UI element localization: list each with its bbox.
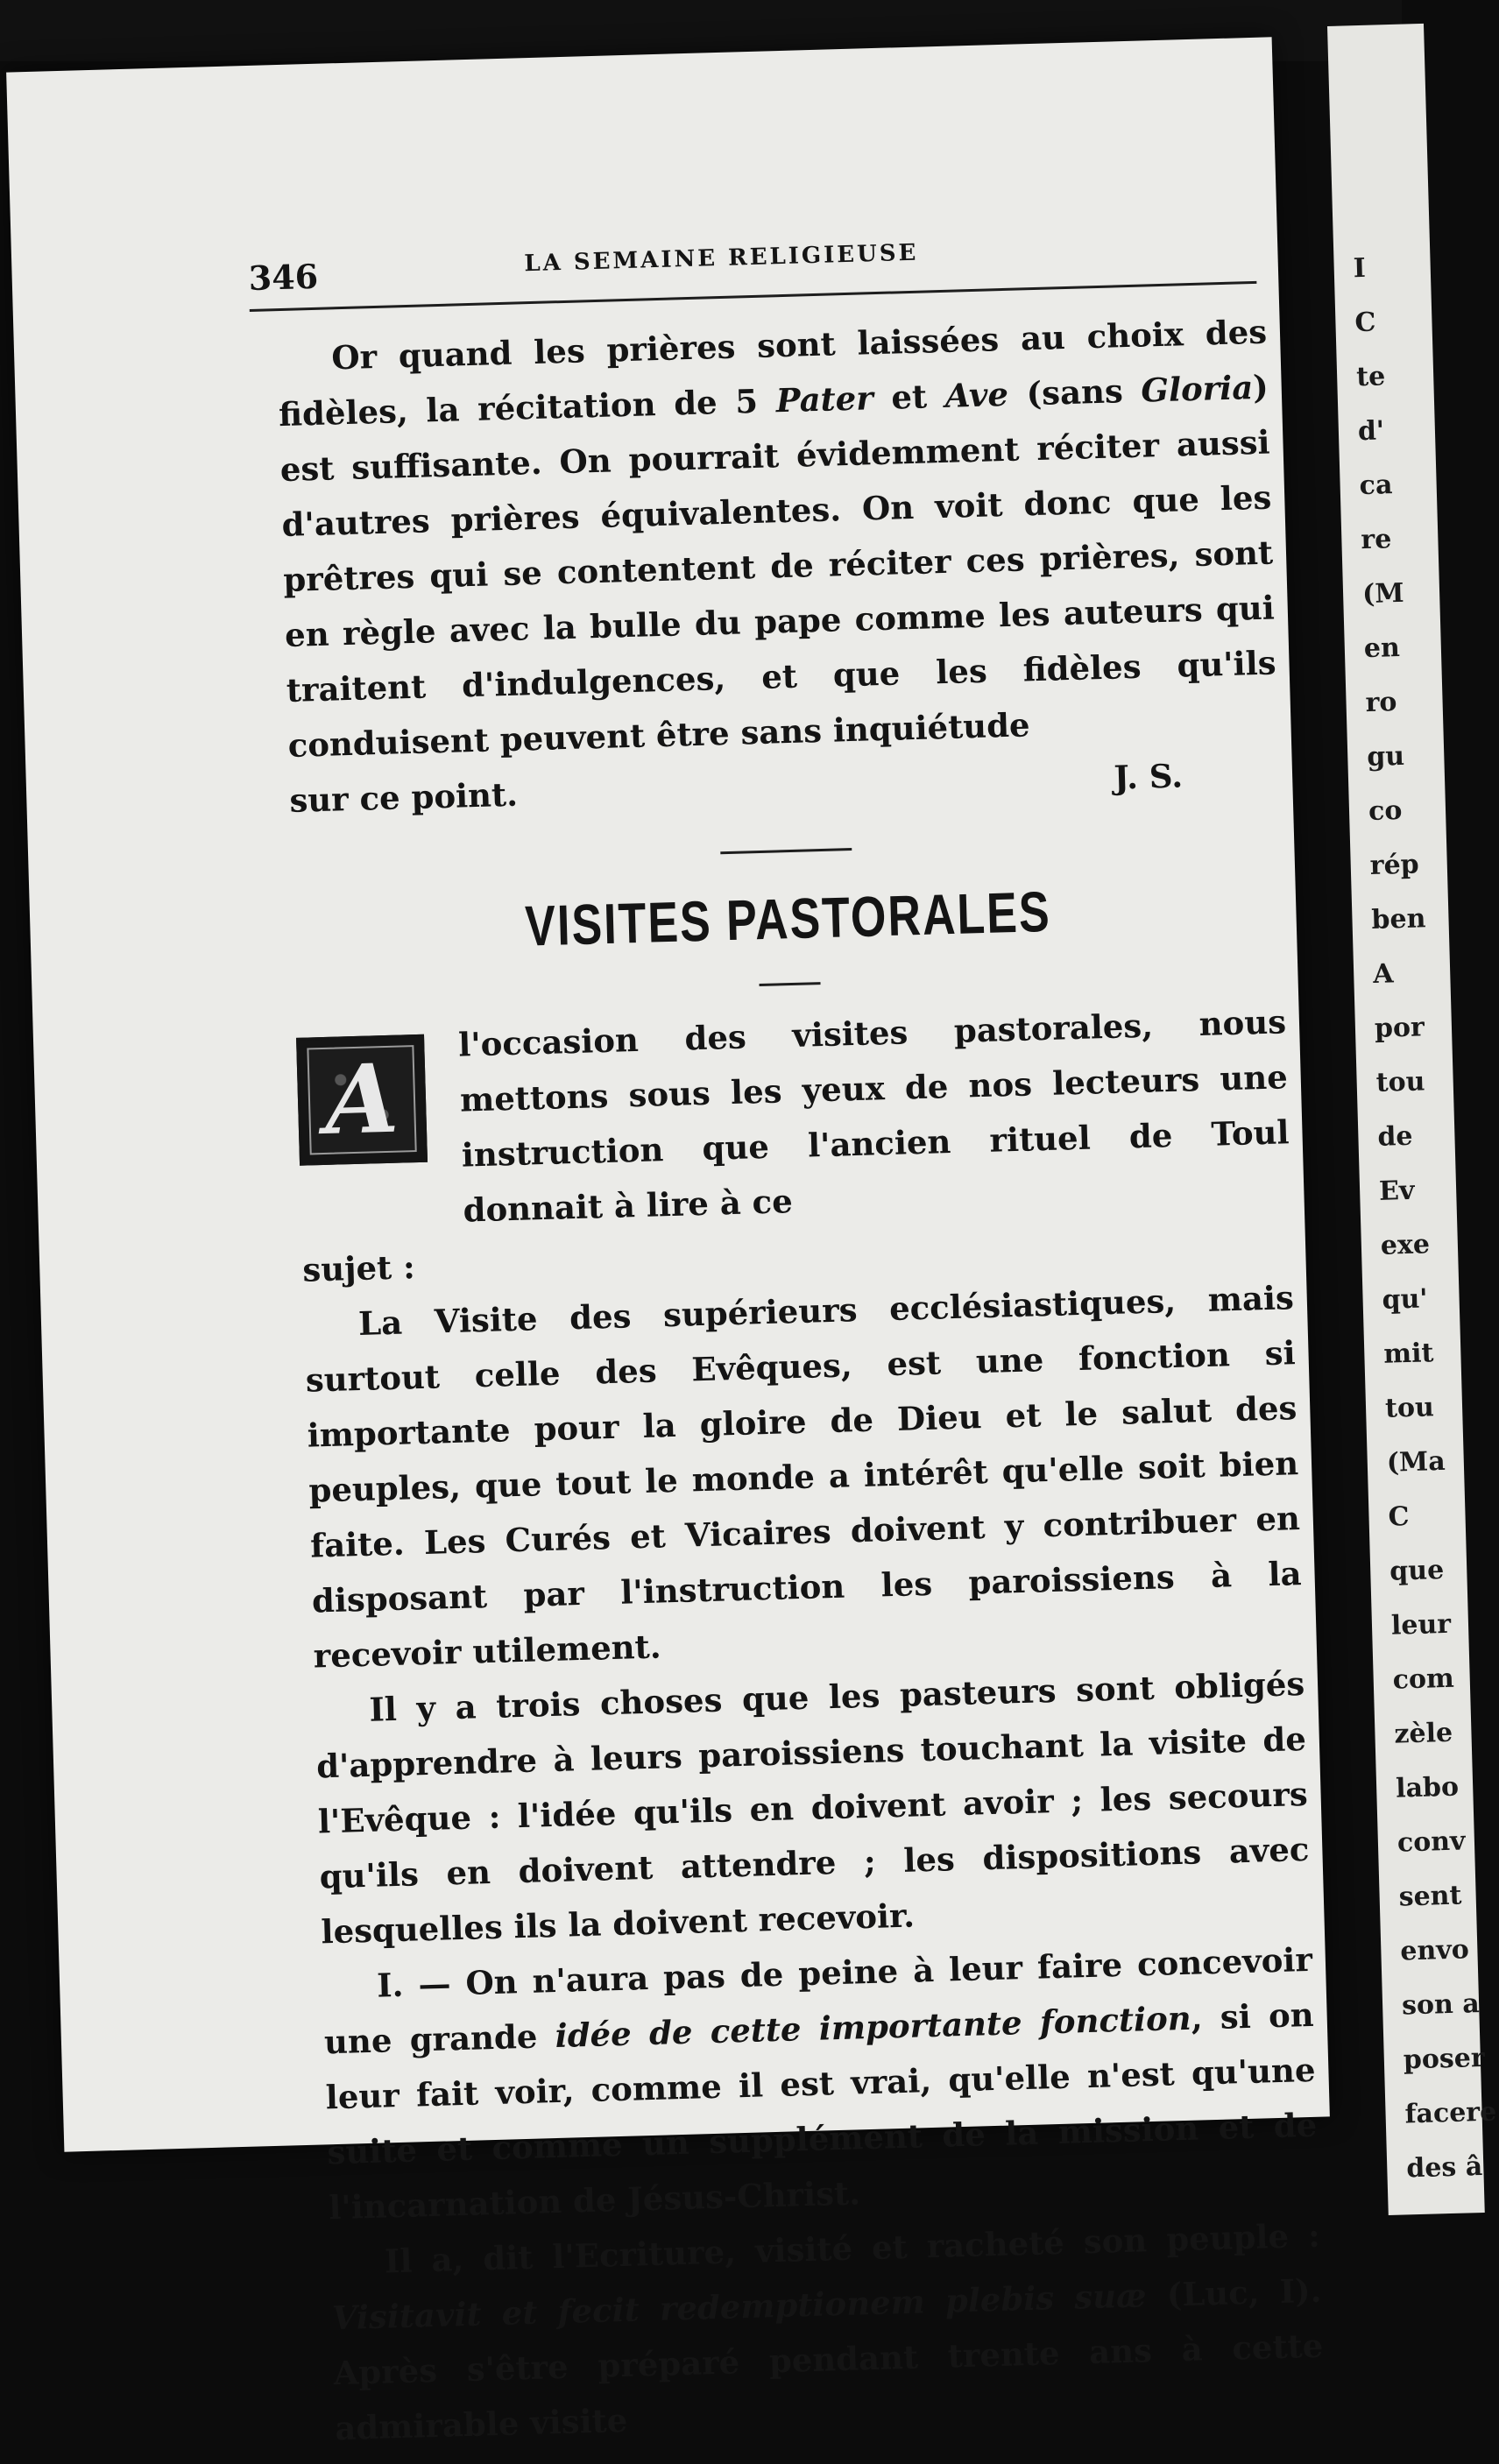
adjacent-line-fragment: tou <box>1384 1392 1435 1424</box>
adjacent-line-fragment: rép <box>1369 849 1420 882</box>
intro-last-line: sur ce point. <box>288 774 519 820</box>
adjacent-line-fragment: zèle <box>1393 1717 1453 1750</box>
title-underline <box>760 982 821 986</box>
header-rule <box>250 281 1257 312</box>
page-body <box>277 305 1326 2457</box>
adjacent-line-fragment: C <box>1388 1501 1410 1533</box>
page-number: 346 <box>248 256 319 298</box>
adjacent-line-fragment: (Ma <box>1386 1445 1446 1479</box>
dropcap-paragraph <box>296 994 1292 1242</box>
adjacent-line-fragment: gu <box>1366 740 1405 773</box>
dropcap-text: l'occasion des visites pastorales, nous mettons sous les yeux de nos lecteurs une instruction que l'ancien rituel de Toul donnait à lire à ce <box>457 1002 1290 1230</box>
ornamental-initial <box>296 1034 428 1166</box>
adjacent-page-fragment <box>1327 24 1497 2215</box>
adjacent-line-fragment: poser <box>1403 2042 1486 2076</box>
adjacent-line-fragment: qu' <box>1382 1283 1429 1316</box>
adjacent-line-fragment: por <box>1374 1012 1425 1044</box>
adjacent-line-fragment: com <box>1392 1663 1455 1696</box>
adjacent-line-fragment: re <box>1360 524 1392 556</box>
running-title: LA SEMAINE RELIGIEUSE <box>523 239 919 278</box>
adjacent-line-fragment: conv <box>1396 1825 1466 1859</box>
paragraph-trois-choses: Il y a trois choses que les pasteurs sont obligés d'apprendre à leurs paroissiens touchant la visite de l'Evêque : l'idée qu'ils en doivent avoir ; les secours qu'ils en doivent attendre ; les dispositions avec lesquelles ils la doivent recevoir. <box>315 1663 1310 1952</box>
adjacent-line-fragment: que <box>1389 1554 1445 1587</box>
section-title: VISITES PASTORALES <box>524 880 1052 959</box>
adjacent-line-fragment: d' <box>1357 415 1385 448</box>
adjacent-line-fragment: ca <box>1359 470 1393 502</box>
adjacent-line-fragment: de <box>1376 1120 1413 1153</box>
intro-paragraph: Or quand les prières sont laissées au choix des fidèles, la récitation de 5 Pater et Ave (sans Gloria) est suffisante. On pourrait évidemment réciter aussi d'autres prières équivalentes. On voit donc que les prêtres qui se contentent de réciter ces prières, sont en règle avec la bulle du pape comme les auteurs qui traitent d'indulgences, et que les fidèles qu'ils conduisent peuvent être sans inquiétude <box>278 312 1277 765</box>
adjacent-line-fragment: C <box>1354 307 1376 339</box>
ornamental-initial-letter: A <box>323 1043 400 1156</box>
adjacent-line-fragment: des â <box>1405 2151 1483 2185</box>
adjacent-line-fragment: A <box>1372 958 1395 990</box>
paragraph-idee: I. — On n'aura pas de peine à leur faire concevoir une grande idée de cette importante fonction, si on leur fait voir, comme il est vrai, qu'elle n'est qu'une suite et comme un supplément de la mission et de l'incarnation de Jésus-Christ. <box>323 1939 1318 2227</box>
adjacent-line-fragment: mit <box>1382 1338 1434 1370</box>
author-signature: J. S. <box>1113 756 1184 797</box>
adjacent-line-fragment: labo <box>1395 1771 1460 1804</box>
paragraph-ecriture: Il a, dit l'Ecriture, visité et racheté son peuple : Visitavit et fecit redemptionem plebis suæ (Luc, I). Après s'être préparé pendant trente ans à cette admirable visite <box>331 2215 1324 2448</box>
adjacent-line-fragment: exe <box>1380 1229 1431 1261</box>
adjacent-line-fragment: leur <box>1390 1608 1452 1641</box>
adjacent-line-fragment: sent <box>1398 1880 1462 1913</box>
page-header <box>247 204 1256 311</box>
adjacent-line-fragment: tou <box>1375 1066 1425 1098</box>
adjacent-line-fragment: I <box>1353 252 1367 285</box>
adjacent-line-fragment: ben <box>1371 903 1426 935</box>
adjacent-line-fragment: ro <box>1365 687 1397 719</box>
adjacent-line-fragment: en <box>1363 632 1401 665</box>
adjacent-line-fragment: son a <box>1401 1988 1481 2022</box>
paragraph-visite: La Visite des supérieurs ecclésiastiques, mais surtout celle des Evêques, est une fonction si importante pour la gloire de Dieu et le salut des peuples, que tout le monde a intérêt qu'elle soit bien faite. Les Curés et Vicaires doivent y contribuer en disposant par l'instruction les paroissiens à la recevoir utilement. <box>305 1278 1303 1676</box>
adjacent-line-fragment: (M <box>1361 577 1405 611</box>
adjacent-line-fragment: envo <box>1399 1934 1470 1967</box>
dropcap-tail: sujet : <box>301 1247 416 1289</box>
adjacent-line-fragment: facere <box>1404 2096 1497 2130</box>
adjacent-line-fragment: Ev <box>1378 1175 1415 1207</box>
section-divider <box>720 848 852 854</box>
adjacent-line-fragment: te <box>1355 361 1386 393</box>
book-page <box>6 37 1330 2448</box>
adjacent-line-fragment: co <box>1368 794 1403 828</box>
